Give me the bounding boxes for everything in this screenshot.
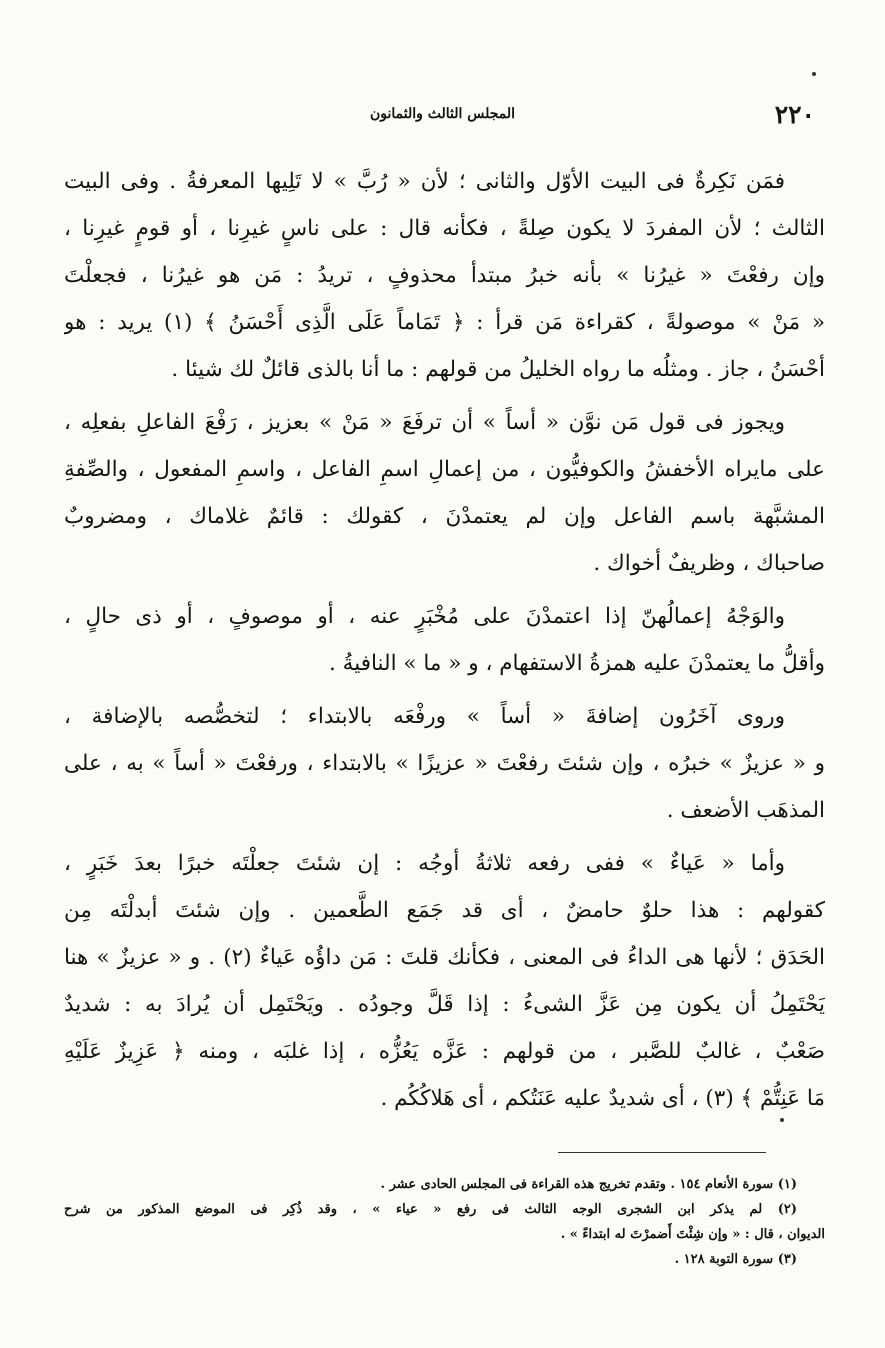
scan-speck [812,72,816,76]
page-number: ٢٢٠ [774,100,815,129]
text-line: فمَن نَكِرةٌ فى البيت الأوّل والثانى ؛ لأن « رُبَّ » لا تَلِيها المعرفةُ . وفى البيت [64,169,785,194]
text-line: صَعْبٌ ، غالبٌ للصَّبر ، من قولهم : عَزَّه يَعُزُّه ، إذا غلبَه ، ومنه ﴿ عَزِيزٌ عَلَيْهِ [64,1039,825,1064]
text-line: الحَدَق ؛ لأنها هى الداءُ فى المعنى ، فكأنك قلتَ : مَن داؤُه عَياءٌ (٢) . و « عزيزٌ » هنا [64,945,825,970]
footnotes [64,1172,825,1272]
text-line: والوَجْهُ إعمالُهنّ إذا اعتمدْنَ على مُخْبَرٍ عنه ، أو موصوفٍ ، أو ذى حالٍ ، [64,604,785,629]
text-line: و « عزيزٌ » خبرُه ، وإن شئتَ رفعْتَ « عزيزًا » بالابتداء ، ورفعْتَ « أساً » به ، على [64,751,825,776]
text-line: كقولهم : هذا حلوٌ حامضٌ ، أى قد جَمَع الطَّعمين . وإن شئتَ أبدلْتَه مِن [64,898,825,923]
scan-speck [780,1118,784,1122]
text-line: المذهَب الأضعف . [666,798,825,823]
footnote-divider [558,1152,766,1153]
text-line: وأقلُّ ما يعتمدْنَ عليه همزةُ الاستفهام ، و « ما » النافيةُ . [329,651,825,676]
text-line: مَا عَنِتُّمْ ﴾ (٣) ، أى شديدٌ عليه عَنَتُكم ، أى هَلاكُكُم . [380,1086,825,1111]
text-line: وأما « عَياءٌ » ففى رفعه ثلاثةُ أوجُه : إن شئتَ جعلْتَه خبرًا بعدَ خَبَرٍ ، [64,851,785,876]
text-line: على مايراه الأخفشُ والكوفيُّون ، من إعمالِ اسمِ الفاعل ، واسمِ المفعول ، والصِّفةِ [64,457,825,482]
text-line: وإن رفعْتَ « غيرُنا » بأنه خبرُ مبتدأ محذوفٍ ، تريدُ : مَن هو غيرُنا ، فجعلْتَ [64,263,825,288]
page-header [70,100,815,140]
running-head: المجلس الثالث والثمانون [369,106,516,122]
footnote-continuation: الديوان ، قال : « وإن شِئْتَ أَضمرْتَ له ابتداءً » . [560,1227,825,1242]
main-text [64,158,825,1122]
text-line: يَحْتَمِلُ أن يكون مِن عَزَّ الشىءُ : إذا قَلَّ وجودُه . ويَحْتَمِل أن يُرادَ به : شديدٌ [64,992,825,1017]
footnote: (٢) لم يذكر ابن الشجرى الوجه الثالث فى رفع « عياء » ، وقد ذُكِر فى الموضع المذكور من شرح [64,1202,797,1217]
text-line: المشبَّهة باسم الفاعل وإن لم يعتمدْنَ ، كقولك : قائمٌ غلاماك ، ومضروبٌ [64,504,825,529]
text-line: « مَنْ » موصولةً ، كقراءة مَن قرأ : ﴿ تَمَاماً عَلَى الَّذِى أَحْسَنُ ﴾ (١) يريد : هو [64,310,825,335]
text-line: الثالث ؛ لأن المفردَ لا يكون صِلةً ، فكأنه قال : على ناسٍ غيرِنا ، أو قومٍ غيرِنا ، [64,216,825,241]
text-line: وروى آخَرُون إضافةَ « أساً » ورفْعَه بالابتداء ؛ لتخصُّصه بالإضافة ، [64,704,785,729]
text-line: صاحباك ، وظريفٌ أخواك . [593,551,825,576]
text-line: أحْسَنُ ، جاز . ومثلُه ما رواه الخليلُ من قولهم : ما أنا بالذى قائلٌ لك شيئا . [171,357,825,382]
text-line: ويجوز فى قول مَن نوَّن « أساً » أن ترفَعَ « مَنْ » بعزيز ، رَفْعَ الفاعلِ بفعلِه ، [64,410,785,435]
footnote: (١) سورة الأنعام ١٥٤ . وتقدم تخريج هذه القراءة فى المجلس الحادى عشر . [380,1177,797,1192]
footnote: (٣) سورة التوبة ١٢٨ . [674,1252,797,1267]
